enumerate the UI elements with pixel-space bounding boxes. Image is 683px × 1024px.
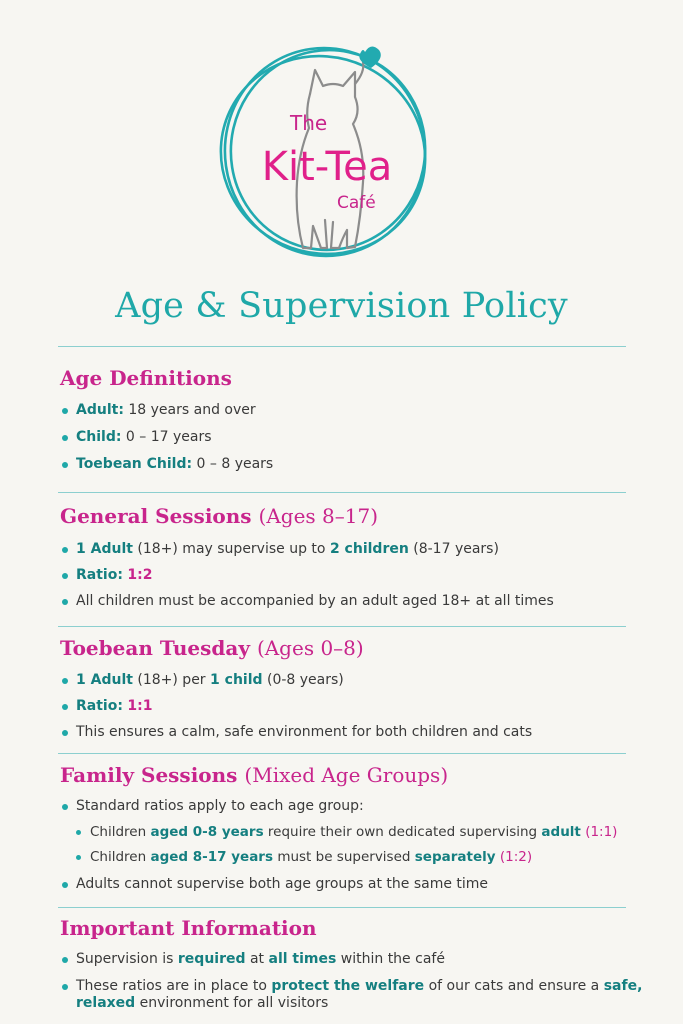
- section-title: Family Sessions (Mixed Age Groups): [60, 763, 449, 787]
- kit-tea-cafe-logo: [215, 22, 440, 277]
- section-family-sessions: [60, 763, 653, 893]
- logo-the: The: [290, 111, 328, 135]
- list-item: Adults cannot supervise both age groups at the same time: [60, 876, 653, 893]
- section-title: Important Information: [60, 916, 317, 940]
- divider: [58, 907, 626, 908]
- list-item: Standard ratios apply to each age group:: [60, 798, 653, 815]
- logo-kit-tea: Kit-Tea: [261, 144, 393, 190]
- list-item: 1 Adult (18+) may supervise up to 2 children (8-17 years): [60, 541, 653, 558]
- divider: [58, 346, 626, 347]
- divider: [58, 492, 626, 493]
- sub-list-item: Children aged 8-17 years must be supervised separately (1:2): [74, 849, 653, 866]
- section-title: General Sessions (Ages 8–17): [60, 504, 379, 528]
- list-item: Ratio: 1:2: [60, 567, 653, 584]
- section-age-definitions: [60, 366, 653, 473]
- list-item: Child: 0 – 17 years: [60, 429, 653, 446]
- divider: [58, 753, 626, 754]
- logo-cafe: Café: [337, 193, 376, 213]
- list-item: Adult: 18 years and over: [60, 402, 653, 419]
- list-item: This ensures a calm, safe environment for both children and cats: [60, 724, 653, 741]
- list-item: Ratio: 1:1: [60, 698, 653, 715]
- list-item: Toebean Child: 0 – 8 years: [60, 456, 653, 473]
- sub-list-item: Children aged 0-8 years require their own dedicated supervising adult (1:1): [74, 824, 653, 841]
- section-toebean-tuesday: [60, 636, 653, 741]
- divider: [58, 626, 626, 627]
- section-title: Toebean Tuesday (Ages 0–8): [60, 636, 364, 660]
- page-title: Age & Supervision Policy: [115, 286, 568, 326]
- list-item: All children must be accompanied by an adult aged 18+ at all times: [60, 593, 653, 610]
- section-title: Age Definitions: [60, 366, 232, 390]
- list-item: These ratios are in place to protect the welfare of our cats and ensure a safe, relaxed environment for all visitors: [60, 978, 653, 1012]
- list-item: Supervision is required at all times within the café: [60, 951, 653, 968]
- section-important-information: [60, 916, 653, 1012]
- list-item: 1 Adult (18+) per 1 child (0-8 years): [60, 672, 653, 689]
- section-general-sessions: [60, 504, 653, 610]
